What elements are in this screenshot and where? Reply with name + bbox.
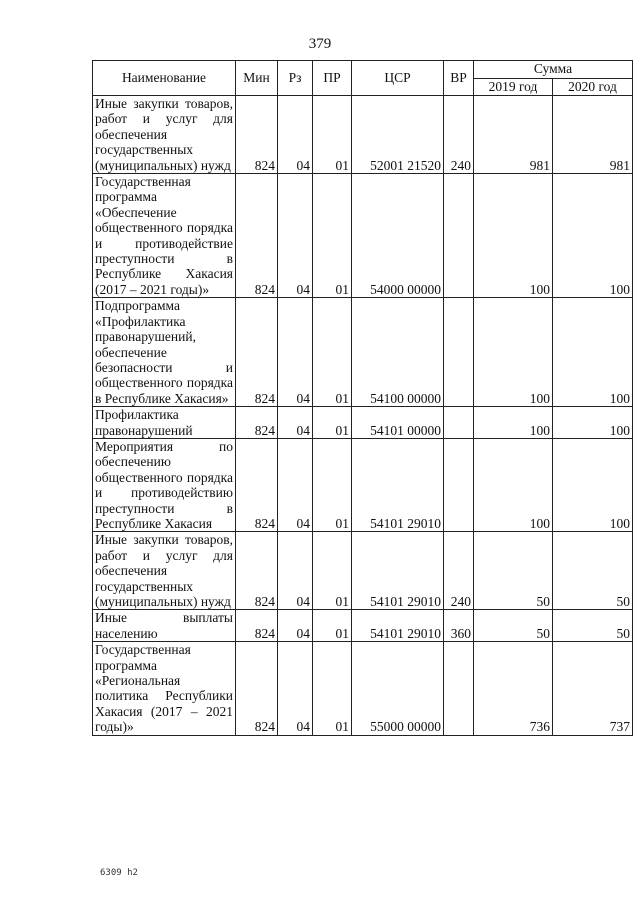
table-body <box>93 96 633 736</box>
cell-csr: 54101 29010 <box>352 438 444 531</box>
cell-min: 824 <box>236 96 278 174</box>
cell-rz: 04 <box>278 174 313 298</box>
cell-name: Профилактика правонарушений <box>93 407 236 439</box>
table-row <box>93 96 633 174</box>
cell-vr <box>444 407 474 439</box>
cell-sum-2019: 100 <box>474 298 553 407</box>
cell-sum-2019: 981 <box>474 96 553 174</box>
cell-vr: 240 <box>444 532 474 610</box>
cell-name: Мероприятия по обеспечению общественного порядка и противодействию преступности в Республике Хакасия <box>93 438 236 531</box>
cell-name: Государственная программа «Региональная политика Республики Хакасия (2017 – 2021 годы)» <box>93 642 236 735</box>
table-row <box>93 407 633 439</box>
cell-pr: 01 <box>313 438 352 531</box>
cell-pr: 01 <box>313 642 352 735</box>
header-vr: ВР <box>444 61 474 96</box>
cell-sum-2020: 737 <box>553 642 633 735</box>
cell-name: Государственная программа «Обеспечение общественного порядка и противодействие преступности в Республике Хакасия (2017 – 2021 годы)» <box>93 174 236 298</box>
budget-table <box>92 60 633 736</box>
cell-sum-2019: 50 <box>474 610 553 642</box>
cell-vr: 360 <box>444 610 474 642</box>
cell-min: 824 <box>236 298 278 407</box>
cell-rz: 04 <box>278 642 313 735</box>
table-row <box>93 174 633 298</box>
cell-min: 824 <box>236 642 278 735</box>
cell-min: 824 <box>236 407 278 439</box>
table-row <box>93 610 633 642</box>
cell-pr: 01 <box>313 96 352 174</box>
cell-rz: 04 <box>278 532 313 610</box>
header-sum: Сумма <box>474 61 633 79</box>
cell-rz: 04 <box>278 407 313 439</box>
page-number: 379 <box>308 36 332 52</box>
cell-sum-2019: 50 <box>474 532 553 610</box>
cell-sum-2019: 100 <box>474 438 553 531</box>
cell-sum-2020: 50 <box>553 532 633 610</box>
cell-sum-2020: 100 <box>553 438 633 531</box>
cell-rz: 04 <box>278 610 313 642</box>
cell-min: 824 <box>236 174 278 298</box>
header-year-2019: 2019 год <box>474 78 553 96</box>
cell-csr: 54000 00000 <box>352 174 444 298</box>
cell-name: Иные закупки товаров, работ и услуг для обеспечения государственных (муниципальных) нужд <box>93 532 236 610</box>
cell-min: 824 <box>236 610 278 642</box>
cell-rz: 04 <box>278 438 313 531</box>
cell-csr: 54101 29010 <box>352 532 444 610</box>
cell-sum-2019: 100 <box>474 407 553 439</box>
cell-vr <box>444 174 474 298</box>
header-year-2020: 2020 год <box>553 78 633 96</box>
cell-name: Иные закупки товаров, работ и услуг для обеспечения государственных (муниципальных) нужд <box>93 96 236 174</box>
cell-vr <box>444 298 474 407</box>
cell-vr <box>444 438 474 531</box>
cell-min: 824 <box>236 438 278 531</box>
cell-pr: 01 <box>313 407 352 439</box>
table-row <box>93 298 633 407</box>
cell-sum-2020: 100 <box>553 174 633 298</box>
cell-sum-2020: 981 <box>553 96 633 174</box>
cell-csr: 54100 00000 <box>352 298 444 407</box>
cell-name: Подпрограмма «Профилактика правонарушений, обеспечение безопасности и общественного порядка в Республике Хакасия» <box>93 298 236 407</box>
table-row <box>93 642 633 735</box>
cell-vr: 240 <box>444 96 474 174</box>
header-min: Мин <box>236 61 278 96</box>
cell-sum-2020: 100 <box>553 298 633 407</box>
cell-pr: 01 <box>313 174 352 298</box>
cell-pr: 01 <box>313 298 352 407</box>
cell-sum-2019: 100 <box>474 174 553 298</box>
footer-code: 6309 h2 <box>100 868 138 878</box>
table-header <box>93 61 633 96</box>
header-csr: ЦСР <box>352 61 444 96</box>
cell-pr: 01 <box>313 532 352 610</box>
table-row <box>93 532 633 610</box>
header-pr: ПР <box>313 61 352 96</box>
cell-csr: 55000 00000 <box>352 642 444 735</box>
cell-min: 824 <box>236 532 278 610</box>
cell-vr <box>444 642 474 735</box>
cell-csr: 54101 29010 <box>352 610 444 642</box>
cell-rz: 04 <box>278 96 313 174</box>
cell-csr: 52001 21520 <box>352 96 444 174</box>
table-row <box>93 438 633 531</box>
cell-rz: 04 <box>278 298 313 407</box>
header-rz: Рз <box>278 61 313 96</box>
cell-csr: 54101 00000 <box>352 407 444 439</box>
header-name: Наименование <box>93 61 236 96</box>
cell-name: Иные выплаты населению <box>93 610 236 642</box>
cell-pr: 01 <box>313 610 352 642</box>
cell-sum-2019: 736 <box>474 642 553 735</box>
cell-sum-2020: 50 <box>553 610 633 642</box>
cell-sum-2020: 100 <box>553 407 633 439</box>
